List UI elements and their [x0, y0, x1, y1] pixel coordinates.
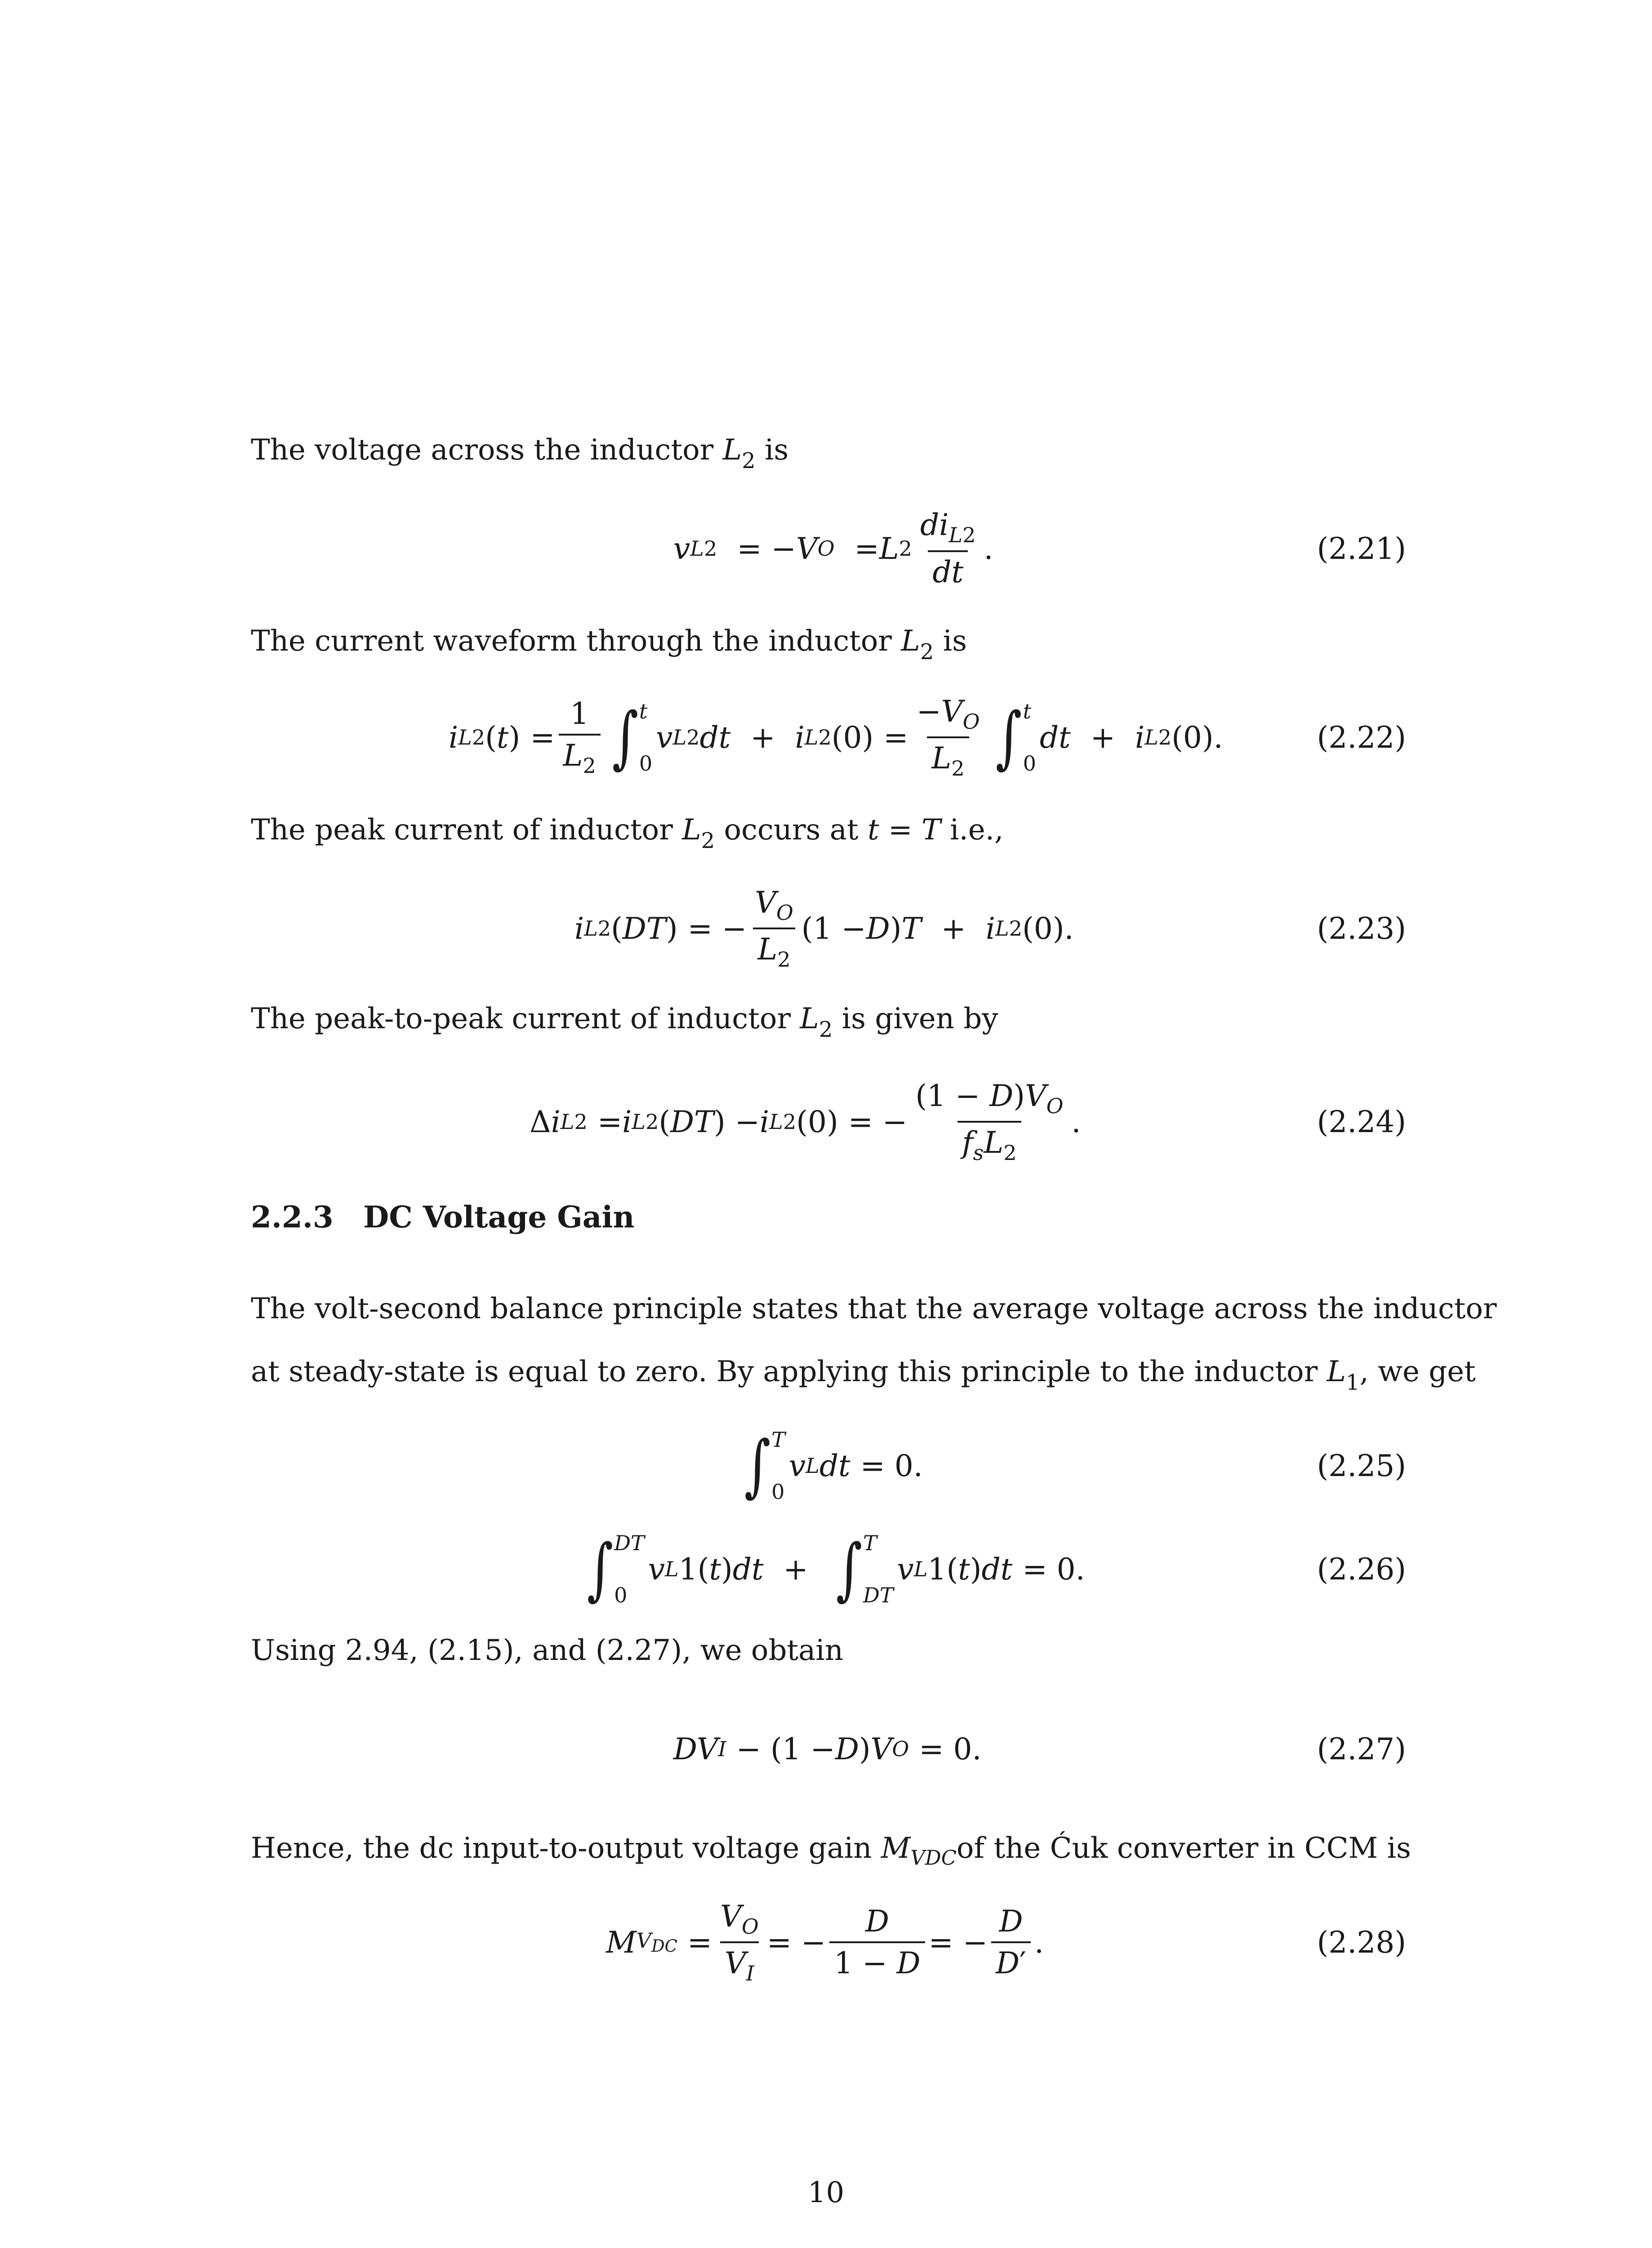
equation-2-22: i L 2 ( t ) = $\frac{1}{L_2}$ ∫ t 0 v L 2 dt + i L 2 (0) = $\frac{-V_O}{L_2}$ ∫ t 0 dt + i L 2 (0). (2.22)	[251, 679, 1406, 796]
paragraph-1: The voltage across the inductor $L_2$ is	[251, 433, 789, 474]
paragraph-8: Hence, the dc input-to-output voltage gain $M_{VDC}of$ the Ćuk converter in CCM is	[251, 1832, 1411, 1870]
equation-number: (2.28)	[1317, 1925, 1406, 1960]
paragraph-text: The volt-second balance principle states that the average voltage across the inductor	[251, 1292, 1497, 1325]
paragraph-text: , we get	[1359, 1355, 1476, 1388]
equation-2-25: ∫ T 0 v L dt = 0. (2.25)	[251, 1407, 1406, 1524]
paragraph-7	[251, 1632, 1406, 1669]
paragraph-text: The peak current of inductor	[251, 813, 673, 847]
section-heading	[251, 1200, 635, 1235]
paragraph-text: The peak-to-peak current of inductor	[251, 1002, 791, 1035]
paragraph-text: is	[943, 624, 967, 658]
paragraph-text: is	[764, 433, 789, 467]
equation-number: (2.24)	[1317, 1104, 1406, 1139]
equation-2-26: ∫ DT 0 v L 1( t ) dt + ∫ T DT v L 1( t ) dt = 0. (2.26)	[251, 1511, 1406, 1628]
paragraph-5	[251, 1290, 1497, 1328]
equation-number: (2.22)	[1317, 720, 1406, 755]
section-title: DC Voltage Gain	[363, 1200, 635, 1235]
equation-2-21: v L 2 = − V O = L 2 $\frac{di_{L2}}{dt}$ . (2.21)	[251, 490, 1406, 607]
paragraph-text: is given by	[842, 1002, 998, 1035]
paragraph-text: i.e.,	[950, 813, 1004, 847]
paragraph-2: The current waveform through the inductor $L_2$ is	[251, 624, 967, 665]
equation-number: (2.23)	[1317, 911, 1406, 946]
equation-number: (2.25)	[1317, 1448, 1406, 1483]
page-number: 10	[807, 2176, 845, 2209]
paragraph-text: of the Ćuk converter in CCM is	[956, 1832, 1411, 1865]
paragraph-4: The peak-to-peak current of inductor $L_2$ is given by	[251, 1002, 998, 1043]
paragraph-6: at steady-state is equal to zero. By applying this principle to the inductor $L_1$, we get	[251, 1355, 1476, 1396]
paragraph-text: occurs at	[724, 813, 859, 847]
equation-2-28: M $V_{DC}$ = $\frac{V_O}{V_I}$ = − $\frac{D}{1 - D}$ = − $\frac{D}{D'}$ . (2.28)	[251, 1884, 1406, 2001]
paragraph-text: Using 2.94, (2.15), and (2.27), we obtain	[251, 1634, 843, 1667]
section-number: 2.2.3	[251, 1200, 334, 1235]
paragraph-3: The peak current of inductor $L_2$ occurs at t = T i.e.,	[251, 813, 1004, 854]
paragraph-text: The voltage across the inductor	[251, 433, 714, 467]
equation-number: (2.27)	[1317, 1731, 1406, 1766]
paragraph-text: at steady-state is equal to zero. By applying this principle to the inductor	[251, 1355, 1318, 1388]
equation-2-23: i L 2 ( DT ) = − $\frac{V_O}{L_2}$ (1 − D ) T + i L 2 (0). (2.23)	[251, 870, 1406, 987]
paragraph-text: Hence, the dc input-to-output voltage gain	[251, 1832, 872, 1865]
equation-number: (2.21)	[1317, 531, 1406, 566]
equation-2-27: DV I − (1 − D ) V O = 0. (2.27)	[251, 1690, 1406, 1807]
paragraph-text: The current waveform through the inductor	[251, 624, 892, 658]
equation-number: (2.26)	[1317, 1552, 1406, 1587]
equation-2-24: Δ i L 2 = i L 2 ( DT ) − i L 2 (0) = − $\frac{(1 - D)V_O}{f_sL_2}$ . (2.24)	[251, 1063, 1406, 1180]
